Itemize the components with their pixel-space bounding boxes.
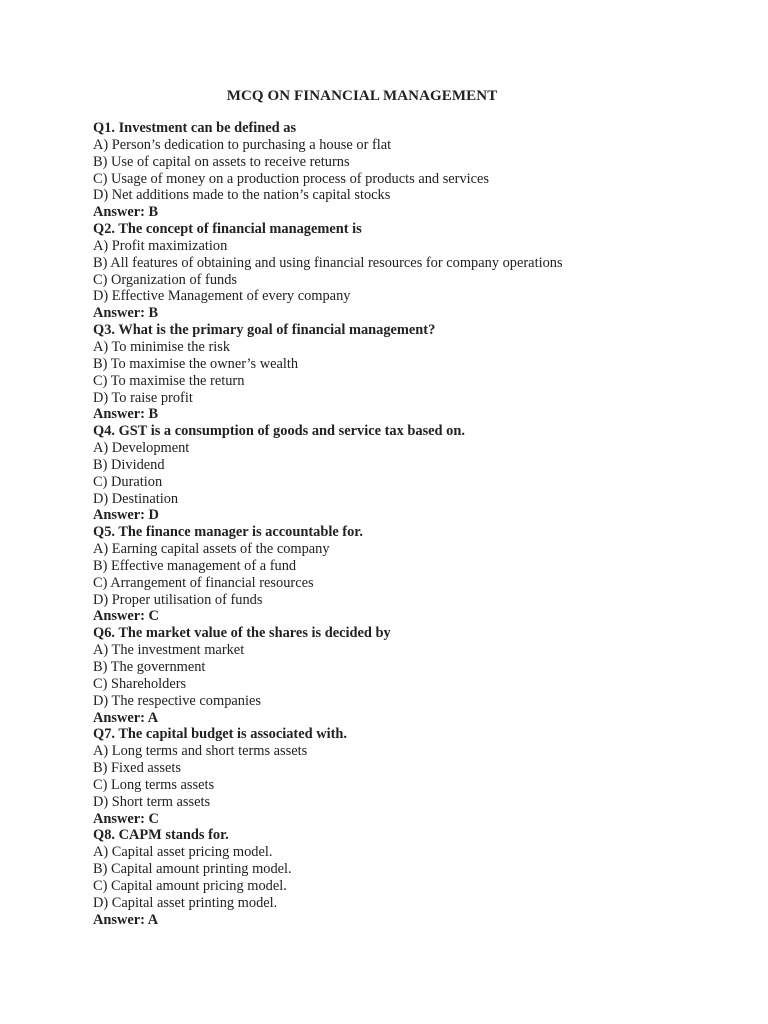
question-block-4 — [93, 423, 733, 524]
option-c: C) Organization of funds — [93, 271, 238, 288]
answer-text: Answer: B — [93, 204, 159, 221]
question-block-1 — [93, 120, 733, 221]
option-b: B) Effective management of a fund — [93, 557, 297, 574]
answer-text: Answer: B — [93, 305, 159, 322]
question-text: Q6. The market value of the shares is decided by — [93, 625, 391, 642]
question-text: Q3. What is the primary goal of financial management? — [93, 322, 436, 339]
question-block-6 — [93, 625, 733, 726]
option-d: D) Capital asset printing model. — [93, 894, 278, 911]
option-c: C) Usage of money on a production process of products and services — [93, 170, 490, 187]
option-d: D) Proper utilisation of funds — [93, 591, 263, 608]
option-c: C) Capital amount pricing model. — [93, 877, 287, 894]
option-a: A) Earning capital assets of the company — [93, 541, 330, 558]
option-b: B) Use of capital on assets to receive returns — [93, 153, 350, 170]
question-block-7 — [93, 726, 733, 827]
answer-text: Answer: C — [93, 810, 159, 827]
question-text: Q8. CAPM stands for. — [93, 827, 229, 844]
option-c: C) Duration — [93, 473, 163, 490]
option-b: B) Capital amount printing model. — [93, 861, 292, 878]
option-b: B) To maximise the owner’s wealth — [93, 355, 299, 372]
question-block-5 — [93, 524, 733, 625]
option-d: D) Short term assets — [93, 793, 211, 810]
answer-text: Answer: C — [93, 608, 159, 625]
option-a: A) Profit maximization — [93, 237, 228, 254]
question-text: Q4. GST is a consumption of goods and service tax based on. — [93, 423, 465, 440]
option-d: D) Net additions made to the nation’s capital stocks — [93, 187, 391, 204]
question-list — [93, 120, 733, 929]
question-text: Q1. Investment can be defined as — [93, 120, 297, 136]
option-a: A) Person’s dedication to purchasing a house or flat — [93, 136, 392, 153]
answer-text: Answer: A — [93, 911, 159, 928]
question-block-8 — [93, 827, 733, 928]
option-c: C) Long terms assets — [93, 776, 215, 793]
option-a: A) To minimise the risk — [93, 338, 231, 355]
document-title: MCQ ON FINANCIAL MANAGEMENT — [226, 88, 498, 104]
option-a: A) Development — [93, 440, 190, 457]
option-d: D) The respective companies — [93, 692, 261, 709]
answer-text: Answer: D — [93, 507, 159, 524]
option-a: A) Capital asset pricing model. — [93, 844, 273, 861]
answer-text: Answer: A — [93, 709, 159, 726]
option-c: C) Shareholders — [93, 675, 187, 692]
option-c: C) Arrangement of financial resources — [93, 574, 314, 591]
option-b: B) Fixed assets — [93, 760, 181, 777]
option-b: B) All features of obtaining and using financial resources for company operations — [93, 254, 563, 271]
question-block-2 — [93, 221, 733, 322]
option-d: D) To raise profit — [93, 389, 193, 406]
option-c: C) To maximise the return — [93, 372, 245, 389]
answer-text: Answer: B — [93, 406, 159, 423]
option-a: A) Long terms and short terms assets — [93, 743, 308, 760]
question-text: Q2. The concept of financial management is — [93, 221, 362, 238]
option-a: A) The investment market — [93, 642, 245, 659]
question-text: Q7. The capital budget is associated with. — [93, 726, 347, 743]
question-block-3 — [93, 322, 733, 423]
question-text: Q5. The finance manager is accountable for. — [93, 524, 363, 541]
option-d: D) Effective Management of every company — [93, 288, 351, 305]
option-b: B) The government — [93, 659, 206, 675]
option-d: D) Destination — [93, 490, 179, 507]
option-b: B) Dividend — [93, 456, 165, 473]
